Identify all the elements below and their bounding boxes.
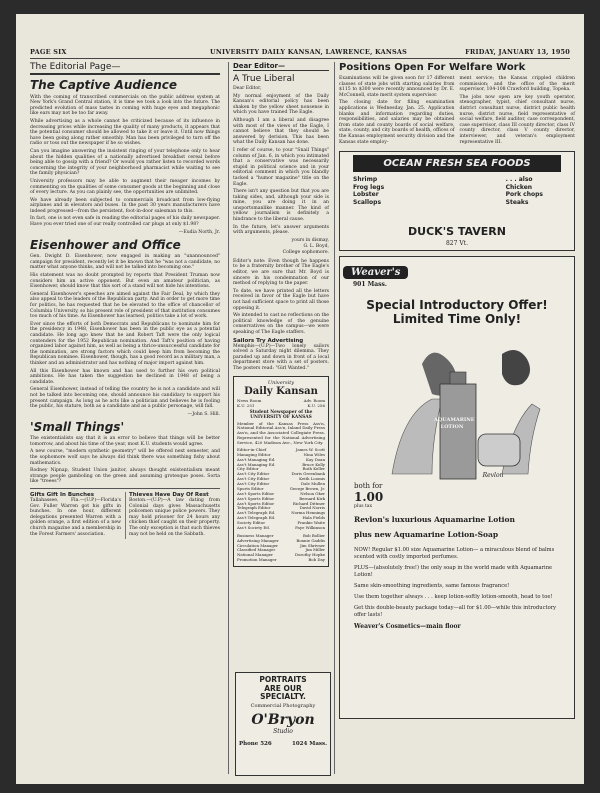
menu-item: Shrimp bbox=[353, 176, 378, 184]
menu-item: Chicken bbox=[505, 183, 533, 191]
weavers-address: 901 Mass. bbox=[353, 281, 387, 289]
gifts-title: Gifts Gift In Bunches bbox=[30, 492, 95, 499]
staff-person: James W. Scott bbox=[295, 446, 325, 452]
sailors-text: Memphis—(U.P)—Two lonely sailors solved a Saturday night dilemma. They paraded up and down in front of a local department store with a set of posters. The posters read: "Girl Wanted." bbox=[233, 343, 329, 371]
captive-p4: University professors may be able to augment their meager incomes by commenting on the qualities of some consumer goods at the beginning and close of every lecture. As you can plainly see, the opportunities are unlimited. bbox=[30, 178, 220, 196]
staff-person: Bernard Kirk bbox=[299, 495, 325, 501]
letter-signer: G. L. Boyd, bbox=[303, 243, 329, 249]
both-for-label: both for bbox=[354, 482, 383, 491]
captive-p6: In fact, one is not even safe in reading the editorial pages of his daily newspaper. Have you ever tried one of our really controlled car plugs at only $1.98? bbox=[30, 216, 220, 228]
captive-title: The Captive Audience bbox=[30, 78, 177, 92]
sailors-title: Sailors Try Advertising bbox=[233, 337, 304, 344]
staff-person: Richard Dittmer bbox=[292, 500, 325, 506]
newspaper-page bbox=[16, 14, 584, 784]
positions-p1: Examinations will be given soon for 17 different classes of state jobs with starting salaries from $115 to $300 were recently announced by Dr. E. McConnell, state merit system supervisor. bbox=[339, 76, 455, 98]
letter-p3: I refer of course, to your "Snail Things" column of Jan. 6, in which you intimated that a conservative was necessarily stupid in political science and in your editorial comment in which you blandly tacked a "humor magazine" title on the Eagle. bbox=[233, 147, 329, 187]
editor-note-1: Editor's note: Even though he happens to be a fraternity brother of The Eagle's editor, we are sure that Mr. Boyd is sincere in his condemnation of our method of replying to the paper. bbox=[233, 258, 329, 287]
staff-role: Ass't Telegraph Ed. bbox=[237, 510, 276, 516]
seafood-banner: OCEAN FRESH SEA FOODS bbox=[353, 155, 561, 172]
news-briefs bbox=[30, 492, 220, 539]
soap-brand: Revlon bbox=[482, 472, 504, 480]
kansan-university: University bbox=[267, 379, 295, 386]
menu-list-left bbox=[353, 176, 384, 206]
staff-person: Keith Loomis bbox=[299, 476, 325, 482]
captive-signature: —Eudia North, Jr. bbox=[178, 229, 220, 235]
staff-role: Telegraph Editor bbox=[237, 505, 271, 511]
bottle-brand: AQUAMARINE bbox=[434, 417, 475, 424]
staff-role: Classified Manager bbox=[237, 547, 276, 553]
lotion-illustration bbox=[352, 334, 562, 484]
staff-role: Ass't Sports Editor bbox=[237, 490, 275, 496]
staff-list bbox=[237, 448, 325, 531]
menu-item: Lobster bbox=[353, 191, 379, 199]
captive-p1: With the coming of transcribed commercials on the public address system at New York's Grand Central station, it is time we took a look into the future. The predicted evolution of mass tastes in coming with huge eyes and megaphonic like ears may not be too far away. bbox=[30, 94, 220, 117]
staff-role: Editor-in-Chief bbox=[237, 446, 267, 452]
editor-note-3: We intended to cast no reflections on the political knowledge of the genuine conservatives on the campus—we were speaking of The Eagle staffers. bbox=[233, 313, 329, 335]
staff-row bbox=[237, 558, 325, 563]
studio-name: O'Bryon bbox=[251, 711, 315, 728]
letter-salutation: Dear Editor, bbox=[233, 86, 262, 91]
staff-role: Ass't Sports Editor bbox=[237, 495, 275, 501]
weavers-footer: Weaver's Cosmetics—main floor bbox=[354, 623, 461, 631]
captive-p5: We have already been subjected to commercials broadcast from low-flying airplanes and in elevators and buses. In the past 30 years manufacturers have indeed progressed—from the persistent, foot-in-door salesman to this. bbox=[30, 197, 220, 214]
staff-role: Ass't City Editor bbox=[237, 476, 270, 482]
staff-role: Ass't Telegraph Ed. bbox=[237, 515, 276, 521]
ad-line-portraits: PORTRAITS bbox=[259, 675, 307, 684]
ad-line-specialty: SPECIALTY. bbox=[260, 692, 306, 702]
staff-role: Ass't City Editor bbox=[237, 471, 270, 477]
staff-role: Society Editor bbox=[237, 520, 266, 526]
obryon-studio-ad bbox=[235, 672, 331, 776]
staff-person: Hala Fields bbox=[302, 515, 325, 521]
staff-person: Faye Wilkinson bbox=[295, 524, 325, 530]
eisenhower-p6: General Eisenhower, instead of telling the country he is not a candidate and will not be talked into becoming one, should announce his candidacy to support his present campaign. As long as he acts like a politician and believes he is fooling the public, his stature, both as a candidate and as a public personage, will fall. bbox=[30, 387, 220, 410]
staff-person: Jim Shrivner bbox=[300, 542, 325, 548]
editorial-column bbox=[30, 62, 220, 774]
bullet-2: PLUS—(absolutely free!) the only soap in the world made with Aquamarine Lotion! bbox=[354, 565, 553, 579]
offer-subheadline: Limited Time Only! bbox=[392, 312, 522, 327]
bullet-3: Same skin-smoothing ingredients, same famous fragrance! bbox=[354, 583, 510, 590]
positions-p3: ment service; the Kansas crippled children commission; and the office of the merit supervisor, 104-108 Crawford building, Topeka. bbox=[459, 76, 575, 93]
studio-word: Studio bbox=[273, 727, 293, 735]
bullet-4: Use them together always . . . keep lotion-softly lotion-smooth, head to toe! bbox=[354, 594, 553, 601]
letter-signer-title: College sophomore. bbox=[282, 249, 329, 255]
tavern-name: DUCK'S TAVERN bbox=[408, 225, 506, 239]
staff-role: Sports Editor bbox=[237, 485, 264, 491]
eisenhower-title: Eisenhower and Office bbox=[30, 237, 181, 252]
staff-person: Jim Miller bbox=[305, 547, 325, 553]
captive-p3: Can you imagine answering the insistent ringing of your telephone only to hear about the hidden qualities of a nationally advertised breakfast cereal before being able to gossip with a friend? Or would you rather listen to recorded words concerning the integrity of your neighborhood pharmacist while waiting to see the family physician? bbox=[30, 148, 220, 177]
staff-role: Business Manager bbox=[237, 532, 274, 538]
bottle-label: LOTION bbox=[440, 424, 464, 431]
thieves-text: Boston.—(U.P)—A law dating from Colonial days gives Massachusetts policemen unique police powers. They may hold prisoner for 24 hours any chicken thief caught on their property. The only exception is that such thieves may not be held on the Sabbath. bbox=[129, 498, 220, 537]
offer-sub-1: Revlon's luxurious Aquamarine Lotion bbox=[354, 515, 515, 525]
kansan-member: Member of the Kansas Press Ass'n, National Editorial Ass'n, Inland Daily Press Ass'n, and the Associated Collegiate Press. Represented for the National Advertising Service, 420 Madison Ave., New York City. bbox=[237, 420, 325, 446]
kansan-logo: Daily Kansan bbox=[244, 385, 318, 397]
staff-role: Ass't Society Ed. bbox=[237, 524, 270, 530]
staff-person: Kay Doan bbox=[306, 456, 325, 462]
staff-role: Ass't Sports Editor bbox=[237, 500, 275, 506]
staff-role: Advertising Manager bbox=[237, 537, 279, 543]
staff-role: Circulation Manager bbox=[237, 542, 279, 548]
menu-item: Scallops bbox=[353, 198, 382, 206]
kansan-univ: UNIVERSITY OF KANSAS bbox=[250, 414, 312, 420]
eisenhower-signature: —John S. Hill. bbox=[187, 411, 220, 417]
offer-price: 1.00 bbox=[354, 490, 384, 505]
business-list bbox=[237, 534, 325, 563]
eisenhower-p2: His statement was no doubt prompted by reports that President Truman now considers him an active opponent. But even an amateur politician, as Eisenhower, should know that this sort of a stand will not hide his intentions. bbox=[30, 273, 220, 290]
news-room-phone: K.U. 251 bbox=[237, 402, 255, 408]
letter-title: A True Liberal bbox=[233, 74, 295, 84]
letter-p2: Although I am a liberal and disagree with most of the views of the Eagle, I cannot believe that they should be answered by derision. This has been what the Daily Kansan has done. bbox=[233, 117, 329, 146]
small-p1: The existentialists say that it is an error to believe that things will be better tomorrow, and about his time of the year, most K.U. students would agree. bbox=[30, 436, 220, 447]
staff-person: Frankie Waite bbox=[297, 520, 325, 526]
offer-headline: Special Introductory Offer! bbox=[366, 298, 548, 313]
masthead bbox=[30, 46, 570, 59]
staff-person: Nelson Oker bbox=[300, 490, 325, 496]
price-note: plus tax bbox=[354, 504, 372, 510]
bullet-5: Get this double-beauty package today—all for $1.00—while this introductory offer lasts! bbox=[354, 605, 557, 619]
kansan-staff-box bbox=[233, 376, 329, 568]
positions-p2: The closing date for filing examination applications is Wednesday, Jan. 25. Application blanks and information regarding duties, responsibilities, and salaries may be obtained from state and county boards of social welfare, state, county, and city boards of health, offices of the Kansas employment security division and the Kansas state employ- bbox=[339, 100, 455, 145]
kansan-newspaper-of: Student Newspaper of the bbox=[249, 409, 313, 415]
staff-role: Promotion Manager bbox=[237, 557, 277, 563]
weavers-ad bbox=[339, 256, 575, 719]
staff-person: Bruce Kelly bbox=[302, 461, 325, 467]
letter-p5: In the future, let's answer arguments with arguments, please. bbox=[233, 224, 329, 236]
staff-role: City Editor bbox=[237, 466, 259, 472]
eisenhower-p3: General Eisenhower's speeches are aimed against the Fair Deal, by which they also appeal to the leaders of the Republican party. And in order to get more time for politics, he has requested that he be elevated to the office of chancellor of Columbia University, so his present role of president of that institution consumes too much of his time. As Eisenhower has learned, politics take a lot of work. bbox=[30, 291, 220, 320]
letter-close: yours in dismay, bbox=[291, 237, 329, 243]
ad-line-are-our: ARE OUR bbox=[264, 683, 302, 693]
eisenhower-p5: All this Eisenhower has known and has used to further his own political ambitions. He has taken the suggestion he declined in 1948 of being a candidate. bbox=[30, 368, 220, 385]
eisenhower-p1: Gen. Dwight D. Eisenhower, now engaged in making an "unannounced" campaign for president, recently let it be known that he "was not a candidate, no matter what anyone thinks, and will not be talked into becoming one." bbox=[30, 254, 220, 271]
staff-role: Ass't Managing Ed. bbox=[237, 456, 276, 462]
issue-date: FRIDAY, JANUARY 13, 1950 bbox=[465, 48, 570, 56]
studio-address: 1024 Mass. bbox=[292, 740, 327, 747]
letter-p1: My normal enjoyment of the Daily Kansan's editorial policy has been shaken by the yellow sheet nonsense in which you have trained The Eagle. bbox=[233, 93, 329, 116]
paper-name: UNIVERSITY DAILY KANSAN, LAWRENCE, KANSAS bbox=[210, 48, 408, 56]
staff-person: Norma Hennings bbox=[291, 510, 325, 516]
staff-person: Bob Bollier bbox=[302, 532, 325, 538]
adv-room-label: Adv. Room bbox=[303, 397, 325, 403]
staff-person: Dorothy Hopke bbox=[294, 552, 325, 558]
staff-role: Managing Editor bbox=[237, 451, 271, 457]
staff-role: Ass't City Editor bbox=[237, 481, 270, 487]
staff-person: Nina Wiles bbox=[303, 451, 325, 457]
staff-person: Ruth Keller bbox=[302, 466, 325, 472]
section-heading: The Editorial Page— bbox=[30, 62, 220, 75]
thieves-title: Thieves Have Day Of Rest bbox=[129, 492, 209, 499]
staff-person: Dale Mullen bbox=[300, 481, 325, 487]
studio-phone: Phone 526 bbox=[239, 740, 272, 747]
adv-room-phone: K.U. 256 bbox=[307, 402, 325, 408]
menu-list-right bbox=[506, 176, 543, 206]
staff-person: Bob Day bbox=[308, 557, 325, 563]
staff-role: Ass't Managing Ed. bbox=[237, 461, 276, 467]
editor-note-2: To date, we have printed all the letters received in favor of the Eagle but have not had sufficient space to print all those opposing it. bbox=[233, 288, 329, 311]
staff-person: Doris Greenbank bbox=[291, 471, 325, 477]
menu-item: Frog legs bbox=[353, 183, 385, 191]
weavers-logo: Weaver's bbox=[343, 266, 408, 279]
letter-p4: There isn't any question but that you are taking sides, and, although your side is mine, you are doing it in an unsportsmanlike manner. The kind of yellow journalism is definitely a hindrance to the liberal cause. bbox=[233, 189, 329, 223]
news-room-label: News Room bbox=[237, 397, 262, 403]
staff-person: Bonnie Gaddis bbox=[296, 537, 325, 543]
positions-title: Positions Open For Welfare Work bbox=[339, 62, 526, 73]
letters-column bbox=[228, 62, 329, 774]
menu-item: . . . also bbox=[505, 176, 533, 184]
ad-line-commercial: Commercial Photography bbox=[250, 702, 316, 709]
letters-heading: Dear Editor— bbox=[233, 62, 329, 71]
staff-person: George Brown, Jr. bbox=[289, 485, 325, 491]
offer-sub-2: plus new Aquamarine Lotion-Soap bbox=[354, 530, 499, 540]
tavern-address: 827 Vt. bbox=[445, 240, 468, 248]
menu-item: Steaks bbox=[505, 198, 529, 206]
captive-p2: While advertising as a whole cannot be criticized because of its influence in decreasing prices while increasing the quality of many products, it appears that the potential consumer should be allowed to take it or leave it. Until now things have been going along rather smoothly. Man has been privileged to turn off the radio or toss out the newspaper if he so wishes. bbox=[30, 118, 220, 147]
gifts-text: Tallahassee, Fla.—(U.P)—Florida's Gov. Fuller Warren got his gifts in bunches. In one hour, different delegations presented Warren with a golden orange, a first edition of a new church magazine and a membership in the Forest Farmers' association. bbox=[30, 498, 121, 537]
small-things-title: 'Small Things' bbox=[30, 419, 125, 434]
staff-person: David Norris bbox=[299, 505, 325, 511]
small-p3: Rodney Nipnap, Student Union janitor, always thought existentialism meant strange people gamboling on the green and assuming grotesque poses. Sorta like "treees"? bbox=[30, 468, 220, 485]
staff-role: National Manager bbox=[237, 552, 273, 558]
ducks-tavern-ad bbox=[339, 151, 575, 251]
menu-item: Pork chops bbox=[505, 191, 543, 199]
bullet-1: NOW! Regular $1.00 size Aquamarine Lotion— a miraculous blend of balms scented with costly imported perfumes. bbox=[354, 547, 555, 561]
eisenhower-p4: Ever since the efforts of both Democrats and Republicans to nominate him for the presidency in 1948, Eisenhower has been in the public eye as a potential candidate. He long ago knew that he and Robert Taft were the only logical contenders for the 1952 Republican nomination. And Taft's position of having organized labor against him, as well as being a thrice-unsuccessful candidate for the nomination, are strong factors which could keep him from becoming the Republican nominee. Eisenhower, though, has a good record as a military man, a thinker and an administrator and has nothing of major import against him. bbox=[30, 321, 220, 366]
small-p2: A new course, "modern synthetic geometry" will be offered next semester, and the sophomore wolf says he always did think there was something fishy about mathematics. bbox=[30, 449, 220, 466]
positions-p4: The jobs now open are key youth operator, stenographer, typist, chief consultant nurse, district consultant nurse, district public health nurse, district nurse, field representative of social welfare, field auditor, case correspondent, case supervisor, class III county director, class IV county director, class V county director, interviewer, and veteran's employment representative III. bbox=[459, 94, 575, 145]
page-number: PAGE SIX bbox=[30, 48, 67, 56]
